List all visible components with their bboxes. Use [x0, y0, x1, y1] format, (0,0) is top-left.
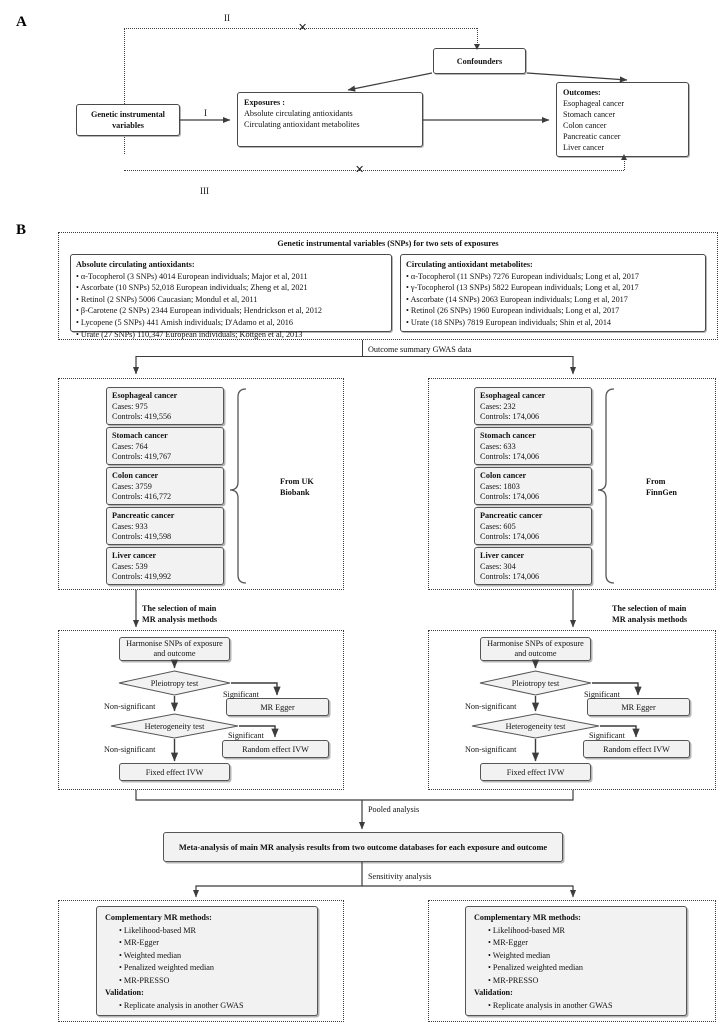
assumption-ii-label: II	[224, 13, 230, 23]
mr-right-significant-1: Significant	[584, 690, 620, 699]
exposure-set-1-title: Circulating antioxidant metabolites:	[406, 260, 533, 269]
uk-biobank-source-label-line1: From UK	[280, 477, 314, 486]
cancer-cases: Cases: 1803	[480, 481, 520, 491]
exposure-set-0-title: Absolute circulating antioxidants:	[76, 260, 195, 269]
mr-selection-label-right-line2: MR analysis methods	[612, 615, 688, 624]
heterogeneity-test-label: Heterogeneity test	[505, 721, 566, 731]
cancer-cases: Cases: 232	[480, 401, 516, 411]
cancer-name: Colon cancer	[480, 471, 527, 480]
mr-egger-label: MR Egger	[260, 702, 295, 712]
cancer-name: Esophageal cancer	[112, 391, 178, 400]
assumption-ii-down-dotted-line	[477, 28, 478, 47]
complementary-method-4: • MR-PRESSO	[488, 975, 539, 985]
gwas-split-stem	[362, 340, 363, 356]
mr-left-nonsignificant-2: Non-significant	[104, 745, 156, 754]
mr-selection-label-left-line1: The selection of main	[142, 604, 217, 613]
confounders-box	[433, 48, 526, 74]
assumption-iii-label: III	[200, 186, 209, 196]
uk-biobank-cancer-box-0	[106, 387, 224, 425]
exposure-set-1-item-4: • Urate (18 SNPs) 7819 European individuals; Shin et al, 2014	[406, 317, 612, 327]
mr-egger-label: MR Egger	[621, 702, 656, 712]
finngen-source-label-line2: FinnGen	[646, 488, 677, 497]
arrow-meta-to-complementary-right	[362, 886, 573, 897]
exposures-title: Exposures :	[244, 98, 286, 107]
finngen-source-label-line1: From	[646, 477, 666, 486]
exposure-set-0-item-2: • Retinol (2 SNPs) 5006 Caucasian; Mondul et al, 2011	[76, 294, 258, 304]
mr-left-pleiotropy-diamond	[118, 670, 231, 696]
uk-biobank-source-label-line2: Biobank	[280, 488, 310, 497]
exposures-box	[237, 92, 423, 147]
uk-biobank-cancer-box-4	[106, 547, 224, 585]
outcomes-title: Outcomes:	[563, 88, 601, 97]
cancer-name: Liver cancer	[480, 551, 525, 560]
cancer-controls: Controls: 419,598	[112, 532, 172, 542]
cancer-name: Pancreatic cancer	[480, 511, 543, 520]
finngen-cancer-box-2	[474, 467, 592, 505]
validation-title: Validation:	[105, 988, 144, 997]
cancer-controls: Controls: 416,772	[112, 492, 172, 502]
cancer-cases: Cases: 933	[112, 521, 148, 531]
cancer-controls: Controls: 419,992	[112, 572, 172, 582]
complementary-method-0: • Likelihood-based MR	[119, 925, 196, 935]
random-ivw-label: Random effect IVW	[242, 744, 309, 754]
complementary-method-2: • Weighted median	[119, 950, 182, 960]
mr-right-nonsignificant-1: Non-significant	[465, 702, 517, 711]
cancer-controls: Controls: 419,556	[112, 412, 172, 422]
exposure-set-1-item-2: • Ascorbate (14 SNPs) 2063 European individuals; Long et al, 2017	[406, 294, 628, 304]
fixed-ivw-label: Fixed effect IVW	[506, 767, 565, 777]
mr-right-random-ivw-box	[583, 740, 690, 758]
validation-title: Validation:	[474, 988, 513, 997]
random-ivw-label: Random effect IVW	[603, 744, 670, 754]
cancer-name: Stomach cancer	[480, 431, 536, 440]
exposure-set-1-item-0: • α-Tocopherol (11 SNPs) 7276 European individuals; Long et al, 2017	[406, 271, 639, 281]
cancer-controls: Controls: 419,767	[112, 452, 172, 462]
cancer-cases: Cases: 539	[112, 561, 148, 571]
mr-left-significant-1: Significant	[223, 690, 259, 699]
exposures-item-1: Circulating antioxidant metabolites	[244, 120, 360, 129]
harmonise-line1: Harmonise SNPs of exposure	[487, 638, 584, 648]
validation-item-0: • Replicate analysis in another GWAS	[488, 1000, 613, 1010]
genetic-instrumental-variables-box	[76, 104, 180, 136]
cancer-controls: Controls: 174,006	[480, 532, 540, 542]
cancer-name: Pancreatic cancer	[112, 511, 175, 520]
harmonise-line2: and outcome	[514, 649, 557, 658]
cancer-controls: Controls: 174,006	[480, 412, 540, 422]
complementary-method-0: • Likelihood-based MR	[488, 925, 565, 935]
harmonise-line1: Harmonise SNPs of exposure	[126, 638, 223, 648]
cancer-cases: Cases: 975	[112, 401, 148, 411]
cancer-controls: Controls: 174,006	[480, 492, 540, 502]
uk-biobank-cancer-box-3	[106, 507, 224, 545]
assumption-iii-up-dotted-line	[624, 156, 625, 170]
genetic-instrumental-variables-label: Genetic instrumental variables	[91, 110, 165, 130]
mr-right-harmonise-box	[480, 637, 591, 661]
complementary-methods-title: Complementary MR methods:	[474, 913, 581, 922]
outcomes-item-2: Colon cancer	[563, 121, 607, 130]
complementary-method-1: • MR-Egger	[488, 938, 528, 947]
exposure-set-1-item-1: • γ-Tocopherol (13 SNPs) 5822 European individuals; Long et al, 2017	[406, 283, 639, 293]
exposure-set-0-item-3: • β-Carotene (2 SNPs) 2344 European individuals; Hendrickson et al, 2012	[76, 306, 323, 316]
exposures-item-0: Absolute circulating antioxidants	[244, 109, 353, 118]
meta-analysis-box	[163, 832, 563, 862]
pooled-analysis-label: Pooled analysis	[368, 805, 420, 814]
mr-selection-label-right-line1: The selection of main	[612, 604, 687, 613]
cancer-controls: Controls: 174,006	[480, 452, 540, 462]
pleiotropy-test-label: Pleiotropy test	[150, 678, 199, 688]
cancer-cases: Cases: 633	[480, 441, 516, 451]
complementary-method-4: • MR-PRESSO	[119, 975, 170, 985]
arrow-right-flow-to-meta	[362, 790, 573, 800]
arrow-confounders-to-outcomes	[527, 73, 627, 80]
heterogeneity-test-label: Heterogeneity test	[144, 721, 205, 731]
fixed-ivw-label: Fixed effect IVW	[145, 767, 204, 777]
outcomes-item-0: Esophageal cancer	[563, 99, 625, 108]
cancer-cases: Cases: 764	[112, 441, 148, 451]
mr-left-fixed-ivw-box	[119, 763, 230, 781]
assumption-iii-violation-x-icon: ✕	[355, 164, 365, 176]
finngen-cancer-box-0	[474, 387, 592, 425]
exposure-set-0-item-1: • Ascorbate (10 SNPs) 52,018 European individuals; Zheng et al, 2021	[76, 283, 308, 293]
cancer-name: Stomach cancer	[112, 431, 168, 440]
harmonise-line2: and outcome	[153, 649, 196, 658]
cancer-name: Liver cancer	[112, 551, 157, 560]
finngen-cancer-box-3	[474, 507, 592, 545]
confounders-label: Confounders	[456, 56, 503, 66]
uk-biobank-cancer-box-1	[106, 427, 224, 465]
mr-left-heterogeneity-diamond	[110, 713, 239, 739]
absolute-circulating-antioxidants-box	[70, 254, 392, 339]
cancer-cases: Cases: 304	[480, 561, 516, 571]
arrow-confounders-to-exposures	[348, 73, 432, 90]
complementary-methods-title: Complementary MR methods:	[105, 913, 212, 922]
mr-left-harmonise-box	[119, 637, 230, 661]
cancer-cases: Cases: 605	[480, 521, 516, 531]
mr-right-fixed-ivw-box	[480, 763, 591, 781]
complementary-right-box	[465, 906, 687, 1016]
meta-analysis-label: Meta-analysis of main MR analysis results from two outcome databases for each exposure and outcome	[178, 842, 548, 852]
finngen-cancer-box-1	[474, 427, 592, 465]
complementary-method-1: • MR-Egger	[119, 938, 159, 947]
complementary-method-3: • Penalized weighted median	[488, 963, 583, 972]
sensitivity-analysis-label: Sensitivity analysis	[368, 872, 432, 881]
complementary-method-3: • Penalized weighted median	[119, 963, 214, 972]
gwas-label: Outcome summary GWAS data	[368, 345, 472, 354]
complementary-left-box	[96, 906, 318, 1016]
panel-a-letter: A	[16, 14, 27, 30]
mr-left-egger-box	[226, 698, 329, 716]
mr-right-heterogeneity-diamond	[471, 713, 600, 739]
gwas-split-bar	[136, 356, 573, 357]
outcomes-item-3: Pancreatic cancer	[563, 132, 621, 141]
mr-right-significant-2: Significant	[589, 731, 625, 740]
circulating-antioxidant-metabolites-box	[400, 254, 706, 332]
panel-b-letter: B	[16, 222, 27, 238]
pleiotropy-test-label: Pleiotropy test	[511, 678, 560, 688]
outcomes-item-1: Stomach cancer	[563, 110, 616, 119]
cancer-name: Esophageal cancer	[480, 391, 546, 400]
arrow-left-flow-to-meta	[136, 790, 362, 829]
assumption-ii-violation-x-icon: ✕	[298, 22, 308, 34]
exposure-set-0-item-4: • Lycopene (5 SNPs) 441 Amish individuals; D'Adamo et al, 2016	[76, 317, 293, 327]
mr-right-pleiotropy-diamond	[479, 670, 592, 696]
arrow-meta-to-complementary-left	[196, 862, 362, 897]
mr-left-nonsignificant-1: Non-significant	[104, 702, 156, 711]
mr-right-nonsignificant-2: Non-significant	[465, 745, 517, 754]
exposure-set-1-item-3: • Retinol (26 SNPs) 1960 European individuals; Long et al, 2017	[406, 306, 620, 316]
uk-biobank-cancer-box-2	[106, 467, 224, 505]
cancer-controls: Controls: 174,006	[480, 572, 540, 582]
finngen-cancer-box-4	[474, 547, 592, 585]
assumption-i-label: I	[204, 108, 207, 118]
validation-item-0: • Replicate analysis in another GWAS	[119, 1000, 244, 1010]
cancer-name: Colon cancer	[112, 471, 159, 480]
exposure-set-0-item-5: • Urate (27 SNPs) 110,347 European individuals; Köttgen et al, 2013	[76, 329, 303, 339]
outcomes-item-4: Liver cancer	[563, 143, 605, 152]
exposure-set-0-item-0: • α-Tocopherol (3 SNPs) 4014 European individuals; Major et al, 2011	[76, 271, 308, 281]
genetic-instruments-header: Genetic instrumental variables (SNPs) for two sets of exposures	[277, 239, 499, 248]
mr-selection-label-left-line2: MR analysis methods	[142, 615, 218, 624]
cancer-cases: Cases: 3759	[112, 481, 152, 491]
mr-left-random-ivw-box	[222, 740, 329, 758]
complementary-method-2: • Weighted median	[488, 950, 551, 960]
outcomes-box	[556, 82, 689, 157]
mr-left-significant-2: Significant	[228, 731, 264, 740]
assumption-iii-horizontal-dotted-line	[124, 170, 624, 171]
mr-right-egger-box	[587, 698, 690, 716]
